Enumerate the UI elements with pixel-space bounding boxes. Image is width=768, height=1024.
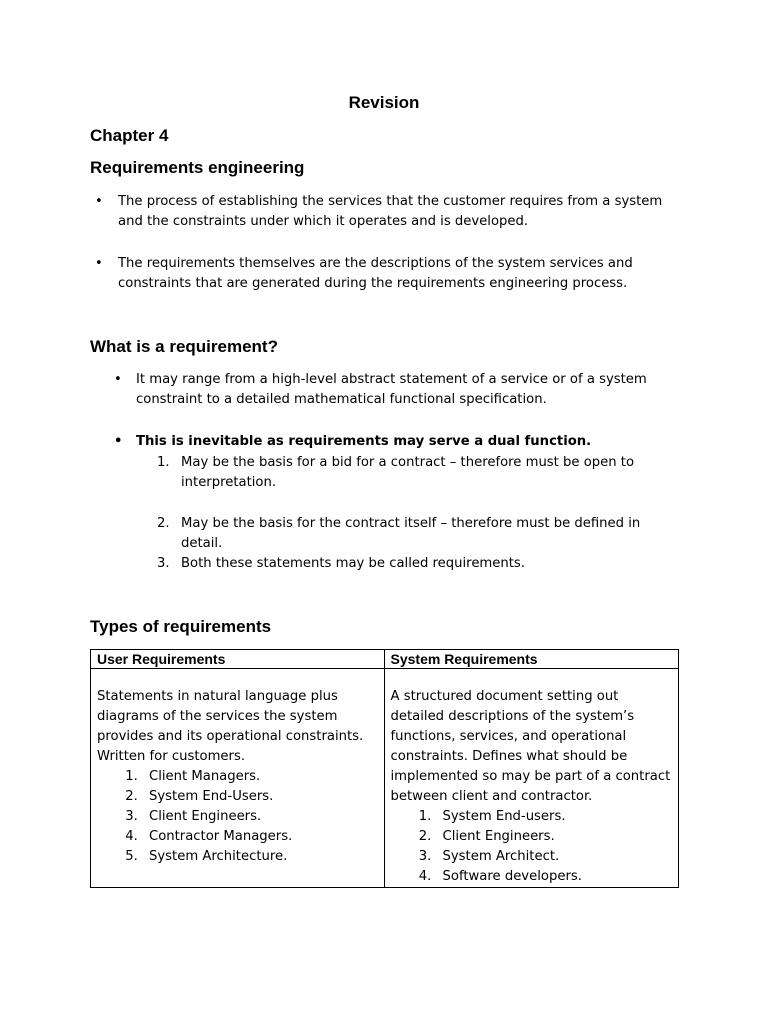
list-item: 5. System Architecture.	[142, 847, 378, 867]
bullet-text: It may range from a high-level abstract statement of a service or of a system constraint to a detailed mathematical functional specification.	[136, 372, 647, 407]
user-requirements-description: Statements in natural language plus diagrams of the services the system provides and its operational constraints. Written for customers.	[97, 689, 364, 764]
section-heading-what-is-a-requirement: What is a requirement?	[90, 337, 278, 356]
document-title: Revision	[348, 93, 420, 112]
numbered-item	[157, 453, 681, 493]
bullet-dot: •	[95, 256, 103, 271]
bullet-dot: •	[95, 194, 103, 209]
user-requirements-cell	[91, 669, 385, 888]
chapter-heading: Chapter 4	[90, 126, 169, 145]
item-number: 2.	[157, 516, 170, 531]
system-requirements-list	[391, 807, 673, 887]
system-requirements-cell	[384, 669, 679, 888]
item-text: May be the basis for a bid for a contract – therefore must be open to interpretation.	[181, 455, 635, 490]
table-header-row	[91, 650, 679, 669]
bullet-text: This is inevitable as requirements may serve a dual function.	[136, 434, 592, 449]
list-item: 3. Client Engineers.	[142, 807, 378, 827]
requirements-table	[90, 649, 679, 888]
list-item: 2. System End-Users.	[142, 787, 378, 807]
list-item: 3. System Architect.	[436, 847, 673, 867]
bullet-dot: •	[114, 372, 122, 387]
section-heading-requirements-engineering: Requirements engineering	[90, 158, 305, 177]
bullet-item	[95, 192, 678, 232]
item-number: 1.	[157, 455, 170, 470]
item-text: May be the basis for the contract itself – therefore must be defined in detail.	[181, 516, 641, 551]
list-item: 4. Contractor Managers.	[142, 827, 378, 847]
list-item: 1. System End-users.	[436, 807, 673, 827]
section-heading-types-of-requirements: Types of requirements	[90, 617, 272, 636]
list-item: 4. Software developers.	[436, 867, 673, 887]
bullet-item	[114, 370, 681, 410]
table-row	[91, 669, 679, 888]
user-requirements-list	[97, 767, 378, 867]
system-requirements-description: A structured document setting out detailed descriptions of the system’s functions, services, and operational constraints. Defines what should be implemented so may be part of a contract between client and contractor.	[390, 689, 671, 804]
item-number: 3.	[157, 556, 170, 571]
bullet-dot: •	[114, 434, 123, 449]
bullet-text: The requirements themselves are the descriptions of the system services and constraints that are generated during the requirements engineering process.	[118, 256, 633, 291]
bullet-item	[114, 432, 681, 452]
list-item: 1. Client Managers.	[142, 767, 378, 787]
bullet-text: The process of establishing the services that the customer requires from a system and the constraints under which it operates and is developed.	[118, 194, 663, 229]
numbered-item	[157, 514, 681, 554]
item-text: Both these statements may be called requirements.	[181, 556, 525, 571]
header-system-requirements: System Requirements	[384, 650, 679, 669]
numbered-item	[157, 554, 681, 574]
bullet-item	[95, 254, 678, 294]
list-item: 2. Client Engineers.	[436, 827, 673, 847]
header-user-requirements: User Requirements	[91, 650, 385, 669]
